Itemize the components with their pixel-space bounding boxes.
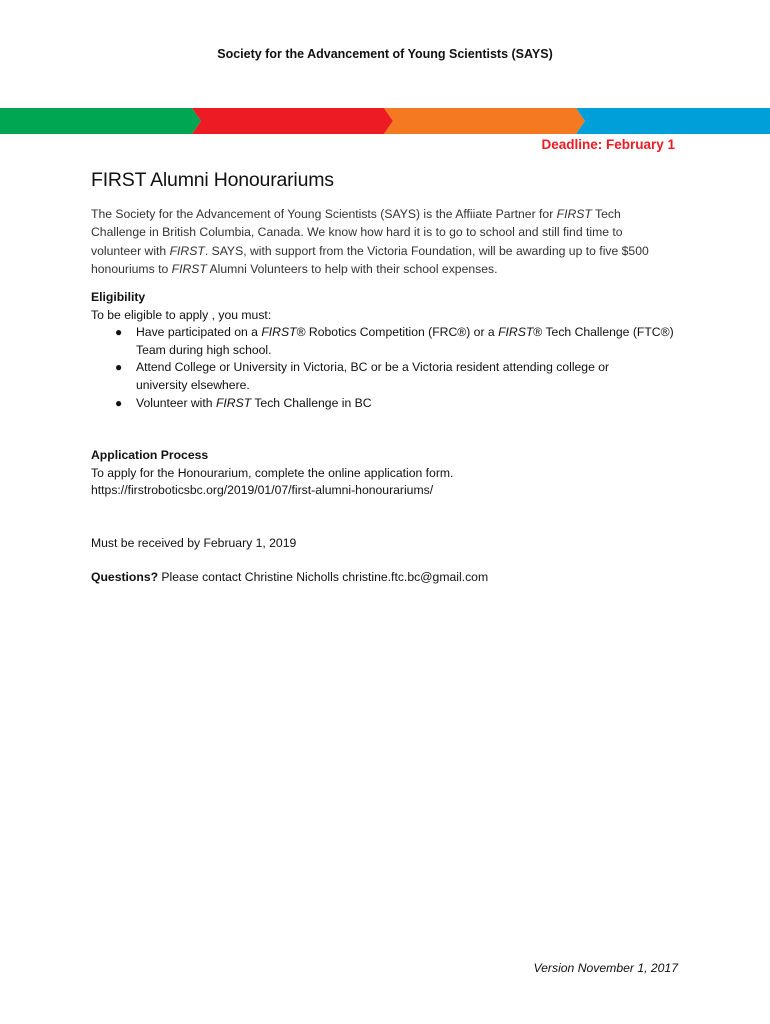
eligibility-section — [91, 289, 691, 412]
banner-blue-segment — [576, 108, 770, 134]
application-section — [91, 447, 691, 500]
questions-label: Questions? — [91, 570, 159, 584]
list-item: ● Have participated on a FIRST® Robotics Competition (FRC®) or a FIRST® Tech Challenge (FTC®) Team during high school. — [115, 325, 674, 357]
bullet-icon: ● — [115, 325, 123, 340]
list-item: ● Volunteer with FIRST Tech Challenge in BC — [91, 395, 691, 413]
application-heading: Application Process — [91, 448, 209, 462]
received-by-note: Must be received by February 1, 2019 — [91, 536, 297, 550]
list-item: ● Attend College or University in Victoria, BC or be a Victoria resident attending college or university elsewhere. — [115, 360, 610, 392]
questions-line — [91, 569, 691, 587]
banner-green-segment — [0, 108, 201, 134]
eligibility-list — [91, 324, 691, 412]
contact-info[interactable]: Please contact Christine Nicholls christine.ftc.bc@gmail.com — [158, 570, 489, 584]
eligibility-heading: Eligibility — [91, 290, 146, 304]
banner-red-segment — [192, 108, 393, 134]
bullet-icon: ● — [115, 360, 123, 375]
application-instructions: To apply for the Honourarium, complete the online application form. — [91, 465, 454, 480]
deadline-notice: Deadline: February 1 — [541, 137, 675, 152]
intro-paragraph: The Society for the Advancement of Young Scientists (SAYS) is the Affiiate Partner for FIRST Tech Challenge in British Columbia, Canada. We know how hard it is to go to school and still find time to volunteer with FIRST. SAYS, with support from the Victoria Foundation, will be awarding up to five $500 honouriums to FIRST Alumni Volunteers to help with their school expenses. — [91, 207, 649, 276]
organization-header: Society for the Advancement of Young Scientists (SAYS) — [217, 47, 553, 61]
eligibility-lead: To be eligible to apply , you must: — [91, 307, 272, 322]
color-banner — [0, 108, 770, 134]
banner-orange-segment — [384, 108, 585, 134]
page-title: FIRST Alumni Honourariums — [91, 169, 334, 191]
application-url-link[interactable]: https://firstroboticsbc.org/2019/01/07/first-alumni-honourariums/ — [91, 483, 434, 498]
version-footer: Version November 1, 2017 — [533, 961, 678, 975]
bullet-icon: ● — [115, 395, 123, 410]
